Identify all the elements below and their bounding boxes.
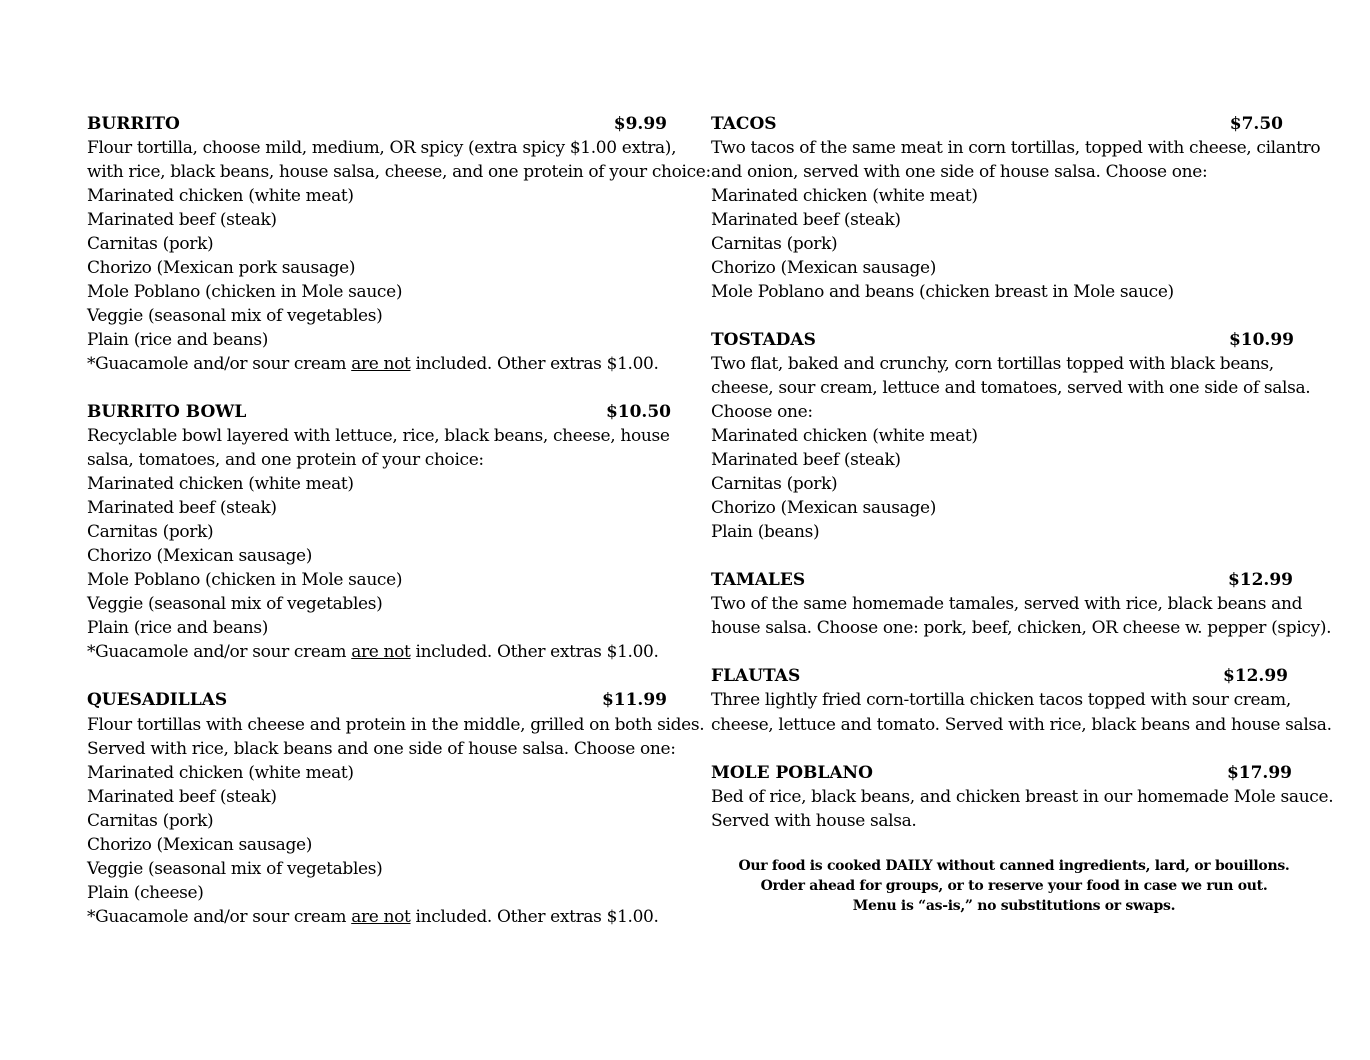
item-description-line: Served with rice, black beans and one side of house salsa. Choose one: [87,739,676,759]
extras-note [87,352,667,376]
protein-option: Marinated beef (steak) [711,450,901,470]
protein-option: Marinated beef (steak) [87,498,277,518]
item-price: $12.99 [1227,570,1293,590]
menu-item-flautas [711,664,1332,737]
item-price: $7.50 [1229,114,1283,134]
item-description-line: and onion, served with one side of house salsa. Choose one: [711,162,1208,182]
protein-option: Marinated beef (steak) [87,787,277,807]
item-price: $10.50 [605,402,671,422]
protein-option: Chorizo (Mexican sausage) [711,258,936,278]
protein-option: Carnitas (pork) [87,811,214,831]
menu-item-tamales [711,568,1332,640]
note-text: included. Other extras $1.00. [410,907,659,927]
footer-line: Menu is “as-is,” no substitutions or swaps. [852,898,1176,914]
protein-option: Veggie (seasonal mix of vegetables) [87,859,383,879]
protein-option: Marinated beef (steak) [87,210,277,230]
item-header [87,688,667,712]
protein-option: Marinated chicken (white meat) [711,426,978,446]
item-title: QUESADILLAS [87,690,228,710]
item-description-line: Three lightly fried corn-tortilla chicken tacos topped with sour cream, [711,690,1291,710]
protein-option: Plain (beans) [711,522,820,542]
item-header [711,761,1292,785]
item-description-line: Choose one: [711,402,813,422]
menu-footer-note [711,856,1317,916]
extras-note [87,905,667,929]
protein-option: Mole Poblano (chicken in Mole sauce) [87,570,403,590]
item-title: BURRITO [87,114,180,134]
protein-option: Chorizo (Mexican pork sausage) [87,258,356,278]
protein-option: Carnitas (pork) [87,522,214,542]
protein-option: Carnitas (pork) [87,234,214,254]
menu-item-tacos [711,112,1321,304]
item-title: TOSTADAS [711,330,816,350]
protein-option: Plain (rice and beans) [87,330,269,350]
item-description-line: Two flat, baked and crunchy, corn tortillas topped with black beans, [711,354,1274,374]
note-text: *Guacamole and/or sour cream [87,354,352,374]
item-title: TACOS [711,114,777,134]
item-title: FLAUTAS [711,666,801,686]
note-underlined: are not [351,907,411,927]
item-header [711,112,1283,136]
item-description-line: cheese, lettuce and tomato. Served with rice, black beans and house salsa. [711,715,1332,735]
item-header [711,664,1288,688]
item-description-line: with rice, black beans, house salsa, cheese, and one protein of your choice: [87,162,711,182]
protein-option: Mole Poblano and beans (chicken breast in Mole sauce) [711,282,1174,302]
item-description-line: salsa, tomatoes, and one protein of your choice: [87,450,484,470]
item-title: BURRITO BOWL [87,402,247,422]
item-price: $17.99 [1226,763,1292,783]
protein-option: Carnitas (pork) [711,474,838,494]
item-header [711,568,1293,592]
menu-item-mole-poblano [711,761,1334,833]
item-description-line: house salsa. Choose one: pork, beef, chicken, OR cheese w. pepper (spicy). [711,618,1332,638]
item-title: MOLE POBLANO [711,763,873,783]
item-header [711,328,1294,352]
item-description-line: Bed of rice, black beans, and chicken breast in our homemade Mole sauce. [711,787,1334,807]
menu-item-burrito [87,112,711,376]
protein-option: Veggie (seasonal mix of vegetables) [87,306,383,326]
protein-option: Mole Poblano (chicken in Mole sauce) [87,282,403,302]
note-text: included. Other extras $1.00. [410,642,659,662]
item-header [87,400,671,424]
note-text: *Guacamole and/or sour cream [87,907,352,927]
extras-note [87,640,671,664]
item-description-line: Flour tortilla, choose mild, medium, OR spicy (extra spicy $1.00 extra), [87,138,677,158]
protein-option: Chorizo (Mexican sausage) [87,546,312,566]
protein-option: Veggie (seasonal mix of vegetables) [87,594,383,614]
item-description-line: Flour tortillas with cheese and protein in the middle, grilled on both sides. [87,715,705,735]
protein-option: Plain (rice and beans) [87,618,269,638]
footer-line: Order ahead for groups, or to reserve your food in case we run out. [760,878,1268,894]
item-title: TAMALES [711,570,806,590]
item-header [87,112,667,136]
protein-option: Chorizo (Mexican sausage) [87,835,312,855]
menu-item-burrito-bowl [87,400,671,664]
note-text: included. Other extras $1.00. [410,354,659,374]
protein-option: Chorizo (Mexican sausage) [711,498,936,518]
item-description-line: Two of the same homemade tamales, served with rice, black beans and [711,594,1303,614]
protein-option: Marinated beef (steak) [711,210,901,230]
item-description-line: cheese, sour cream, lettuce and tomatoes, served with one side of salsa. [711,378,1311,398]
item-price: $9.99 [613,114,667,134]
item-description-line: Two tacos of the same meat in corn tortillas, topped with cheese, cilantro [711,138,1321,158]
note-underlined: are not [351,354,411,374]
footer-line: Our food is cooked DAILY without canned ingredients, lard, or bouillons. [738,858,1290,874]
protein-option: Marinated chicken (white meat) [87,474,354,494]
protein-option: Marinated chicken (white meat) [87,186,354,206]
item-description-line: Served with house salsa. [711,811,917,831]
protein-option: Marinated chicken (white meat) [87,763,354,783]
note-underlined: are not [351,642,411,662]
menu-item-tostadas [711,328,1311,544]
protein-option: Marinated chicken (white meat) [711,186,978,206]
item-price: $11.99 [601,690,667,710]
item-price: $12.99 [1222,666,1288,686]
note-text: *Guacamole and/or sour cream [87,642,352,662]
item-description-line: Recyclable bowl layered with lettuce, rice, black beans, cheese, house [87,426,670,446]
menu-item-quesadillas [87,688,705,929]
protein-option: Plain (cheese) [87,883,204,903]
protein-option: Carnitas (pork) [711,234,838,254]
item-price: $10.99 [1228,330,1294,350]
